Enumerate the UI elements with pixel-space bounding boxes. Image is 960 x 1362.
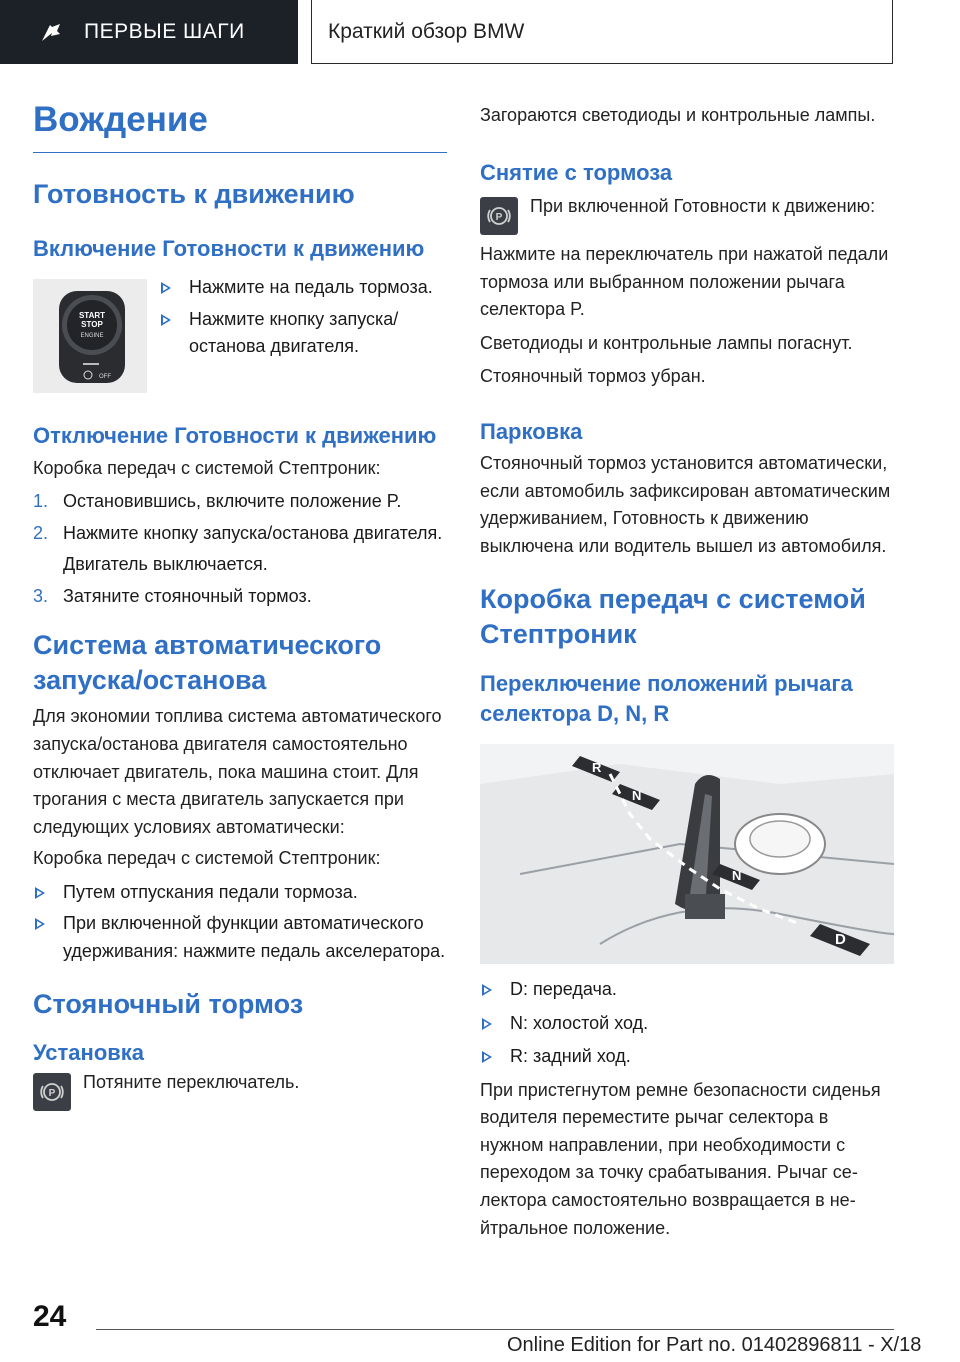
auto-start-stop-intro: Коробка передач с системой Стептроник: bbox=[33, 848, 381, 869]
section-tab bbox=[0, 0, 298, 64]
page-title: Вождение bbox=[33, 88, 447, 153]
list-item: Путем отпускания педали тормоза. bbox=[33, 879, 447, 907]
steptronic-heading: Коробка передач с системой Стептроник bbox=[480, 584, 866, 649]
gear-selector-illustration bbox=[480, 744, 894, 964]
list-item: 2. Нажмите кнопку запуска/останова двигателя. bbox=[33, 522, 443, 543]
start-label: START bbox=[78, 311, 106, 321]
flag-icon bbox=[40, 21, 62, 43]
list-item: Нажмите кнопку запуска/останова двигателя. bbox=[159, 306, 447, 361]
list-item: Двигатель выключается. bbox=[63, 554, 268, 575]
svg-text:P: P bbox=[495, 212, 503, 223]
svg-text:P: P bbox=[48, 1088, 56, 1100]
parking-heading: Парковка bbox=[480, 418, 583, 444]
readiness-off-intro: Коробка передач с системой Стептроник: bbox=[33, 457, 381, 478]
readiness-heading: Готовность к движению bbox=[33, 179, 355, 210]
off-label: OFF bbox=[99, 374, 111, 381]
selector-n-label-top: N bbox=[632, 788, 642, 804]
parking-brake-icon bbox=[480, 197, 518, 235]
footer-edition: Online Edition for Part no. 01402896811 - X/18 bbox=[507, 1334, 922, 1356]
readiness-on-heading: Включение Готовности к движению bbox=[33, 235, 425, 261]
auto-start-stop-bullets bbox=[33, 879, 447, 966]
release-heading: Снятие с тормоза bbox=[480, 159, 673, 185]
start-stop-button-image bbox=[33, 279, 147, 393]
parking-brake-set-heading: Установка bbox=[33, 1039, 145, 1065]
readiness-on-steps bbox=[159, 274, 447, 393]
selector-r-label: R bbox=[592, 760, 602, 776]
stop-label: STOP bbox=[81, 320, 103, 330]
release-condition: При включенной Готовности к движению: bbox=[530, 196, 876, 216]
list-item: R: задний ход. bbox=[480, 1043, 894, 1071]
list-item: N: холостой ход. bbox=[480, 1010, 894, 1038]
footer-divider bbox=[96, 1329, 894, 1330]
list-item: При включенной функции автоматического удерживания: нажмите педаль акселератора. bbox=[33, 910, 447, 965]
parking-brake-icon bbox=[33, 1073, 71, 1111]
list-item: 1. Остановившись, включите положение P. bbox=[33, 491, 402, 512]
right-column bbox=[480, 102, 894, 1242]
selector-n-label: N bbox=[732, 868, 742, 884]
selector-heading: Переключение положений рычага селектора D, N, R bbox=[480, 671, 853, 726]
selector-bullets bbox=[480, 976, 894, 1071]
list-item: 3. Затяните стояночный тормоз. bbox=[33, 585, 312, 606]
readiness-off-heading: Отключение Готовности к движению bbox=[33, 423, 437, 449]
readiness-off-steps bbox=[33, 488, 447, 610]
auto-start-stop-heading: Система автоматического запуска/останова bbox=[33, 630, 382, 695]
gear-selector-image bbox=[480, 744, 894, 964]
parking-text: Стояночный тормоз установится автоматически, если автомобиль зафиксирован автоматическим удерживанием, Готовность к движению выключена или водитель вышел из автомобиля. bbox=[480, 453, 891, 556]
page-number: 24 bbox=[33, 1300, 67, 1333]
engine-label: ENGINE bbox=[80, 333, 104, 340]
section-tab-label: ПЕРВЫЕ ШАГИ bbox=[84, 20, 245, 43]
release-text-3: Стояночный тормоз убран. bbox=[480, 366, 706, 387]
left-column bbox=[33, 88, 447, 1111]
start-stop-button-illustration bbox=[33, 279, 147, 393]
parking-brake-set-text: Потяните переключатель. bbox=[83, 1072, 300, 1093]
auto-start-stop-body: Для экономии топлива система автоматического запуска/останова двигателя самостоятельно отключает двигатель, пока машина стоит. Для трогания с места двигатель запускается при следующих условиях автоматически: bbox=[33, 706, 442, 837]
selector-text: При пристегнутом ремне безопасности сиденья водителя переместите рычаг селектора в нужном направлении, при необходимости с переходом за точку срабатывания. Рычаг селектора самостоятельно возвращается в нейтральное положение. bbox=[480, 1079, 881, 1238]
release-text-2: Светодиоды и контрольные лампы погаснут. bbox=[480, 332, 853, 353]
parking-brake-heading: Стояночный тормоз bbox=[33, 989, 304, 1020]
chapter-title: Краткий обзор BMW bbox=[311, 0, 893, 64]
list-item: Нажмите на педаль тормоза. bbox=[159, 274, 447, 302]
release-text-1: Нажмите на переключатель при нажатой педали тормоза или выбранном положении рычага селектора P. bbox=[480, 244, 889, 320]
list-item: D: передача. bbox=[480, 976, 894, 1004]
leds-on-text: Загораются светодиоды и контрольные лампы. bbox=[480, 105, 876, 125]
selector-d-label: D bbox=[835, 931, 846, 949]
